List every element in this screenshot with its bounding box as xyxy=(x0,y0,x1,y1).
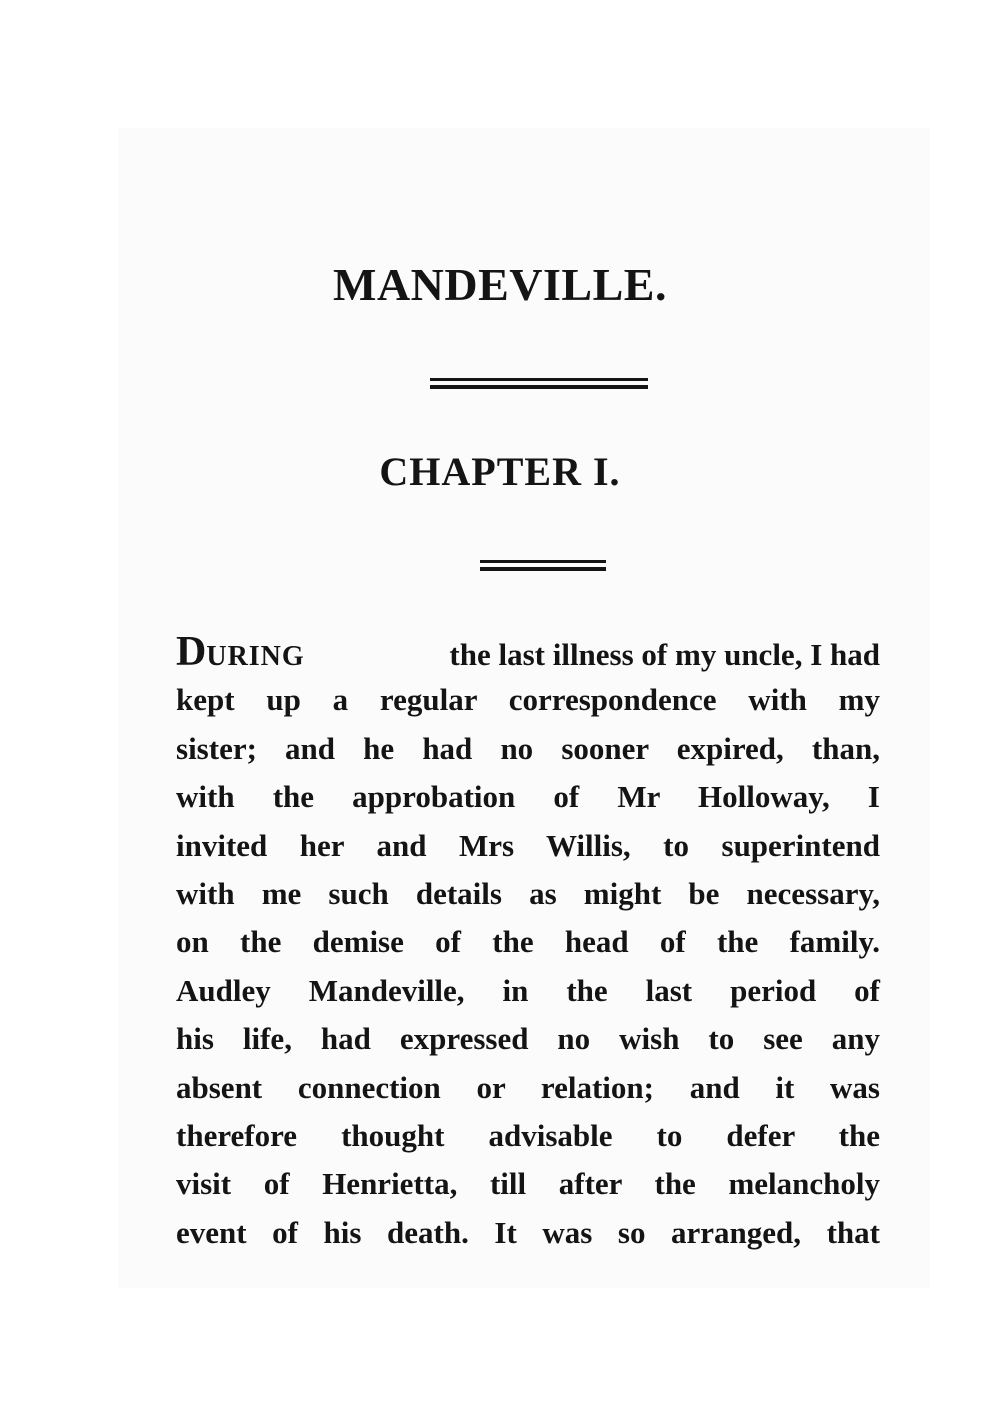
chapter-heading: CHAPTER I. xyxy=(379,449,621,494)
opening-smallcaps: URING xyxy=(206,641,305,672)
chapter-text xyxy=(176,628,880,1257)
text-line-11: therefore thought advisable to defer the xyxy=(176,1117,880,1153)
text-line-12: visit of Henrietta, till after the melancholy xyxy=(176,1166,880,1202)
book-title: MANDEVILLE. xyxy=(333,259,667,310)
text-line-13: event of his death. It was so arranged, that xyxy=(176,1214,880,1250)
chapter-divider xyxy=(480,560,606,572)
text-line-2: kept up a regular correspondence with my xyxy=(176,682,880,718)
opening-word xyxy=(176,628,305,681)
text-line-9: his life, had expressed no wish to see any xyxy=(176,1021,880,1057)
text-line-1 xyxy=(176,628,880,676)
first-line-text: the last illness of my uncle, I had xyxy=(449,637,880,672)
text-line-5: invited her and Mrs Willis, to superintend xyxy=(176,827,880,863)
text-line-3: sister; and he had no sooner expired, than, xyxy=(176,730,880,766)
text-line-7: on the demise of the head of the family. xyxy=(176,924,880,960)
title-divider xyxy=(430,378,648,390)
text-line-6: with me such details as might be necessary, xyxy=(176,875,880,911)
drop-cap: D xyxy=(176,629,207,675)
text-line-10: absent connection or relation; and it was xyxy=(176,1069,880,1105)
text-line-8: Audley Mandeville, in the last period of xyxy=(176,972,880,1008)
text-line-4: with the approbation of Mr Holloway, I xyxy=(176,779,880,815)
